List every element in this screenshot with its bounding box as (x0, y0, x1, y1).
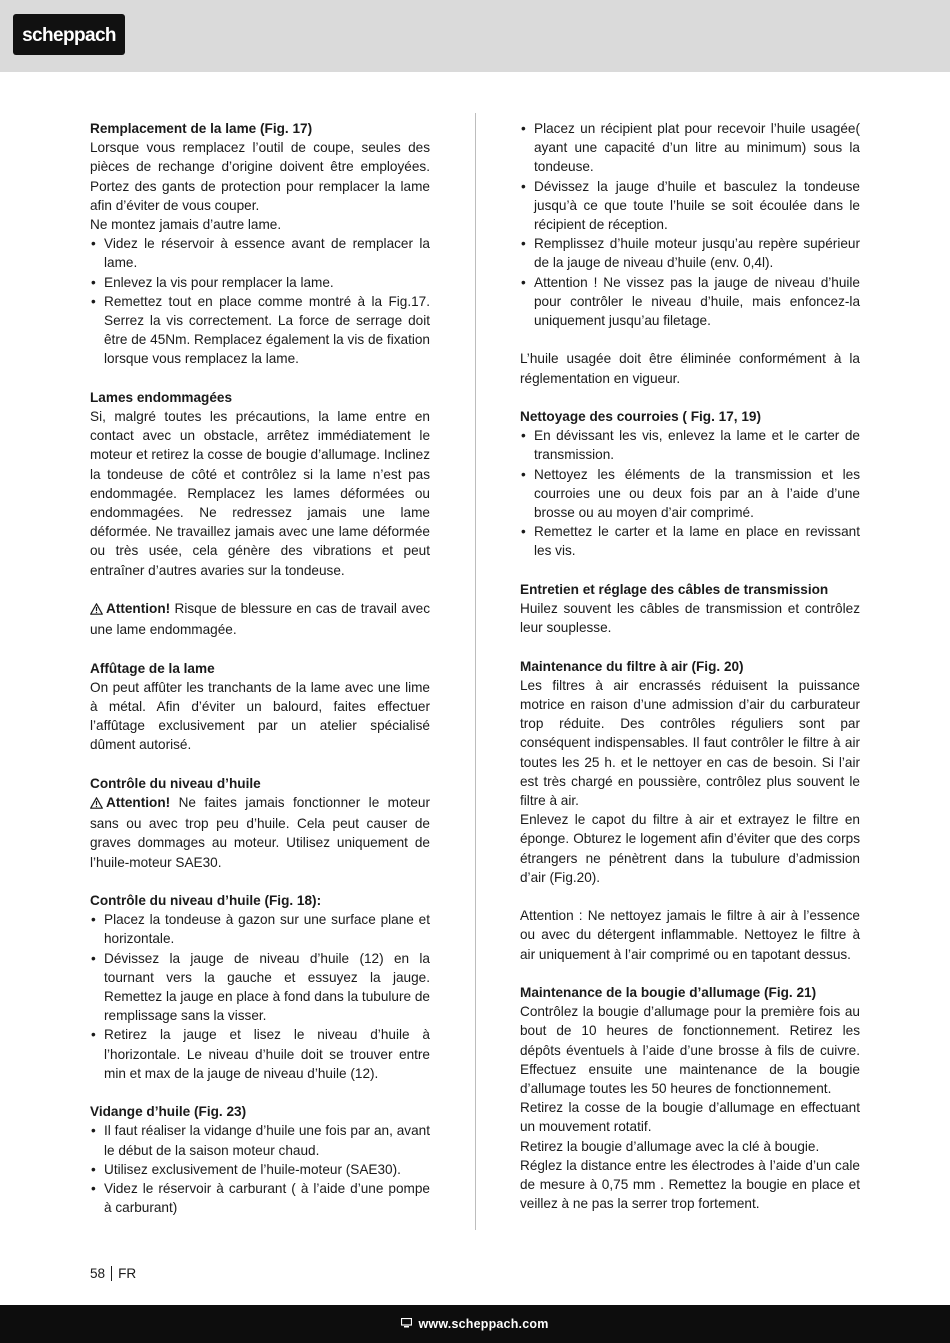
warning-label: Attention! (106, 601, 171, 617)
section (520, 983, 860, 1213)
section (90, 599, 430, 639)
right-column (520, 119, 860, 1213)
paragraph: On peut affûter les tranchants de la lame avec une lime à métal. Afin d’éviter un balourd, faites effectuer l’affûtage exclusivement par un atelier spécialisé dûment autorisé. (90, 679, 430, 753)
website-link[interactable]: www.scheppach.com (418, 1317, 549, 1331)
section (90, 774, 430, 872)
paragraph: Enlevez le capot du filtre à air et extrayez le filtre en éponge. Obturez le logement afin d’éviter que des corps étrangers ne pénètrent dans la tubulure d’admission d’air (Fig.20). (520, 812, 860, 885)
paragraph: Les filtres à air encrassés réduisent la puissance motrice en raison d’une admission d’air du carburateur trop réduite. Des contrôles réguliers sont par conséquent indispensables. Il faut contrôler le filtre à air toutes les 25 h. et le nettoyer en cas de besoin. Si l’air est très chargé en poussière, contrôlez plus souvent le filtre à air. (520, 677, 860, 809)
paragraph: Ne montez jamais d’autre lame. (90, 217, 282, 233)
warning-text: Ne faites jamais fonctionner le moteur sans ou avec trop peu d’huile. Cela peut causer de graves dommages au moteur. Utilisez uniquement de l’huile-moteur SAE30. (90, 795, 430, 870)
section (520, 580, 860, 638)
section-heading: Maintenance du filtre à air (Fig. 20) (520, 658, 744, 674)
paragraph: Retirez la cosse de la bougie d’allumage en effectuant un mouvement rotatif. (520, 1100, 860, 1135)
page-number-value: 58 (90, 1266, 106, 1281)
section (90, 388, 430, 580)
warning-note (90, 793, 430, 872)
page-language: FR (118, 1266, 137, 1281)
page-footer (0, 1305, 950, 1343)
section (520, 657, 860, 887)
section-heading: Contrôle du niveau d’huile (90, 775, 261, 791)
list-item: • Videz le réservoir à carburant ( à l’aide d’une pompe à carburant) (90, 1179, 430, 1217)
left-column (90, 119, 430, 1217)
paragraph: Retirez la bougie d’allumage avec la clé à bougie. (520, 1138, 820, 1154)
list-item: • Dévissez la jauge de niveau d’huile (12) en la tournant vers la gauche et essuyez la jauge. Remettez la jauge en place à fond dans la tubulure de remplissage sans la visser. (90, 949, 430, 1026)
column-divider (475, 113, 476, 1230)
list-item: • Remettez le carter et la lame en place en revissant les vis. (520, 522, 860, 560)
bullet-list (90, 234, 430, 368)
paragraph: L’huile usagée doit être éliminée conformément à la réglementation en vigueur. (520, 351, 860, 386)
warning-triangle-icon (90, 795, 103, 814)
section (520, 407, 860, 561)
warning-triangle-icon (90, 601, 103, 620)
list-item: • Placez un récipient plat pour recevoir l’huile usagée( ayant une capacité d’un litre au minimum) sous la tondeuse. (520, 119, 860, 177)
list-item: • Retirez la jauge et lisez le niveau d’huile à l’horizontale. Le niveau d’huile doit se trouver entre min et max de la jauge de niveau d’huile (12). (90, 1025, 430, 1083)
bullet-list (520, 426, 860, 560)
paragraph: Contrôlez la bougie d’allumage pour la première fois au bout de 10 heures de fonctionnement. Retirez les dépôts éventuels à l’aide d’une brosse à fils de cuivre. Effectuez ensuite une maintenance de la bougie d’allumage toutes les 50 heures de fonctionnement. (520, 1004, 860, 1097)
list-item: • Placez la tondeuse à gazon sur une surface plane et horizontale. (90, 910, 430, 948)
section (90, 659, 430, 755)
page-number (90, 1266, 136, 1281)
list-item: • Remettez tout en place comme montré à la Fig.17. Serrez la vis correctement. La force de serrage doit être de 45Nm. Remplacez également la vis de fixation lorsque vous remplacez la lame. (90, 292, 430, 369)
warning-note (90, 599, 430, 639)
list-item: • Remplissez d’huile moteur jusqu’au repère supérieur de la jauge de niveau d’huile (env. 0,4l). (520, 234, 860, 272)
section-heading: Entretien et réglage des câbles de transmission (520, 581, 829, 597)
paragraph: Si, malgré toutes les précautions, la lame entre en contact avec un obstacle, arrêtez immédiatement le moteur et retirez la cosse de bougie d’allumage. Inclinez la tondeuse de côté et contrôlez si la lame n’est pas endommagée. Remplacez les lames déformées ou endommagées. Ne redressez jamais une lame déformée. Ne travaillez jamais avec une lame déformée ou très usée, cela génère des vibrations et peut entraîner d’autres avaries sur la tondeuse. (90, 409, 430, 578)
list-item: • Dévissez la jauge d’huile et basculez la tondeuse jusqu’à ce que toute l’huile se soit écoulée dans le récipient de réception. (520, 177, 860, 235)
page-number-separator (111, 1266, 112, 1281)
section (520, 119, 860, 330)
list-item: • Il faut réaliser la vidange d’huile une fois par an, avant le début de la saison moteur chaud. (90, 1121, 430, 1159)
brand-logo (13, 14, 125, 55)
bullet-list (90, 910, 430, 1083)
section (90, 119, 430, 369)
page-header (0, 0, 950, 72)
section-heading: Remplacement de la lame (Fig. 17) (90, 121, 313, 136)
list-item: • Videz le réservoir à essence avant de remplacer la lame. (90, 234, 430, 272)
paragraph: Huilez souvent les câbles de transmission et contrôlez leur souplesse. (520, 601, 860, 636)
section-heading: Nettoyage des courroies ( Fig. 17, 19) (520, 409, 761, 425)
bullet-list (90, 1121, 430, 1217)
bullet-list (520, 119, 860, 330)
paragraph: Réglez la distance entre les électrodes à l’aide d’un cale de mesure à 0,75 mm . Remettez la bougie en place et veillez à ne pas la serrer trop fortement. (520, 1157, 860, 1212)
brand-logo-text: scheppach (22, 24, 116, 46)
paragraph: Lorsque vous remplacez l’outil de coupe, seules des pièces de rechange d’origine doivent être employées. Portez des gants de protection pour remplacer la lame afin d’éviter de vous couper. (90, 140, 430, 213)
section-heading: Vidange d’huile (Fig. 23) (90, 1104, 247, 1120)
section (90, 1102, 430, 1217)
section-heading: Affûtage de la lame (90, 660, 215, 676)
paragraph: Attention : Ne nettoyez jamais le filtre à air à l’essence ou avec du détergent inflammable. Nettoyez le filtre à air uniquement à l’air comprimé ou en tapotant dessus. (520, 908, 860, 962)
section (90, 891, 430, 1083)
list-item: • Utilisez exclusivement de l’huile-moteur (SAE30). (90, 1160, 430, 1179)
brand-logo-mark (17, 20, 121, 50)
list-item: • En dévissant les vis, enlevez la lame et le carter de transmission. (520, 426, 860, 464)
monitor-icon (401, 1317, 412, 1331)
list-item: • Attention ! Ne vissez pas la jauge de niveau d’huile pour contrôler le niveau d’huile, mais enfoncez-la uniquement jusqu’au filetage. (520, 273, 860, 331)
section (520, 349, 860, 387)
section (520, 906, 860, 964)
list-item: • Enlevez la vis pour remplacer la lame. (90, 273, 430, 292)
list-item: • Nettoyez les éléments de la transmission et les courroies une ou deux fois par an à l’aide d’une brosse ou au moyen d’air comprimé. (520, 465, 860, 523)
warning-label: Attention! (106, 795, 171, 811)
section-heading: Maintenance de la bougie d’allumage (Fig. 21) (520, 985, 817, 1001)
warning-text: Risque de blessure en cas de travail avec une lame endommagée. (90, 601, 430, 638)
section-heading: Contrôle du niveau d’huile (Fig. 18): (90, 893, 322, 909)
section-heading: Lames endommagées (90, 389, 233, 405)
